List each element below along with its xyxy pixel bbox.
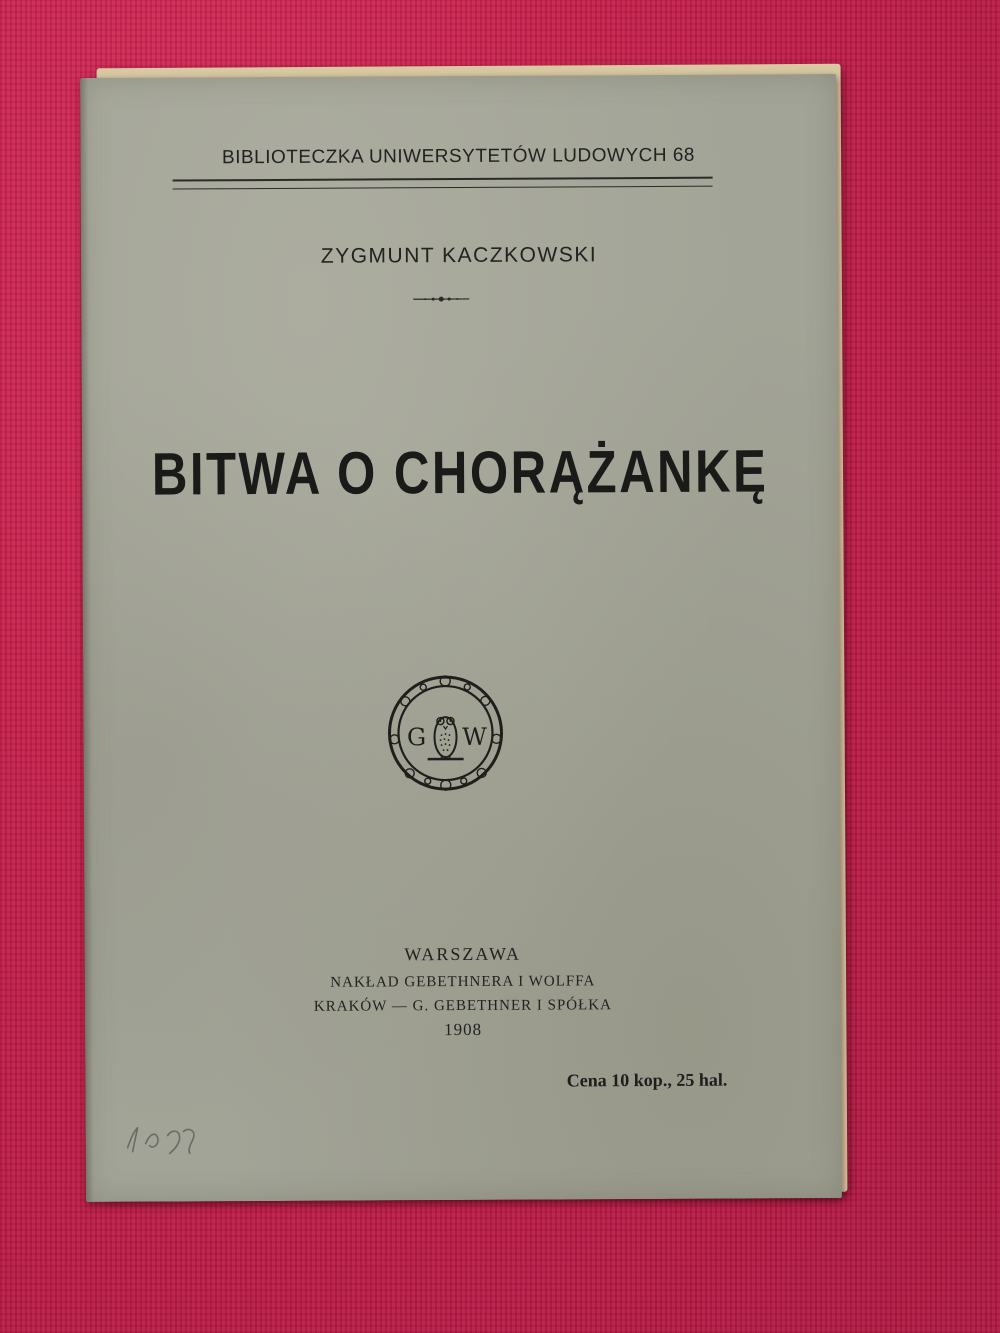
imprint-publisher-warsaw: NAKŁAD GEBETHNERA I WOLFFA <box>330 973 596 991</box>
pencil-handwriting-mark <box>124 1117 204 1157</box>
book-title: BITWA O CHORĄŻANKĘ <box>151 437 769 508</box>
imprint-publisher-krakow: KRAKÓW — G. GEBETHNER I SPÓŁKA <box>313 997 612 1015</box>
publisher-seal <box>383 671 508 796</box>
author-name: ZYGMUNT KACZKOWSKI <box>320 243 598 268</box>
series-title: BIBLIOTECZKA UNIWERSYTETÓW LUDOWYCH 68 <box>221 144 695 169</box>
book-cover <box>80 74 842 1202</box>
imprint-city: WARSZAWA <box>404 943 521 965</box>
ornament-divider <box>411 294 471 304</box>
price-label: Cena 10 kop., 25 hal. <box>566 1069 728 1091</box>
monogram-letter-g: G <box>406 723 427 752</box>
owl-icon <box>427 717 463 760</box>
imprint-year: 1908 <box>444 1019 483 1040</box>
monogram-letter-w: W <box>462 722 487 751</box>
series-double-rule <box>173 177 713 190</box>
